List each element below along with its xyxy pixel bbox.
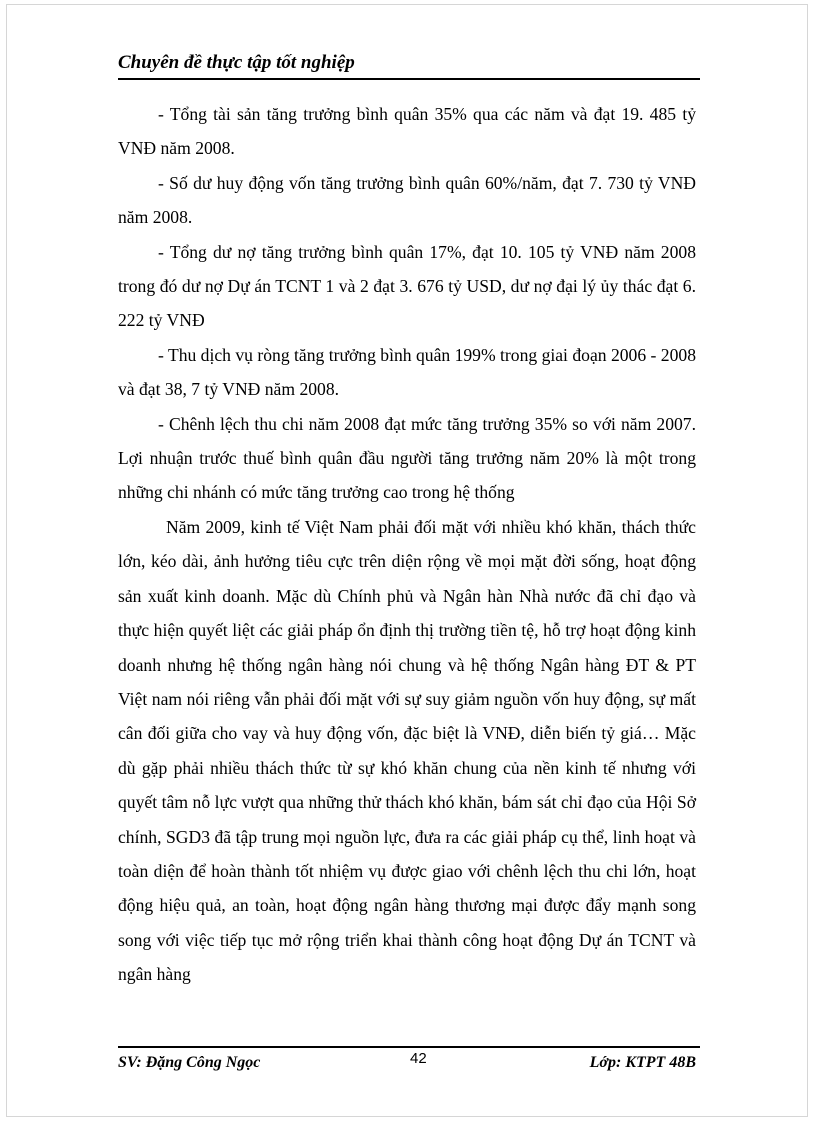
bullet-total-assets: - Tổng tài sản tăng trưởng bình quân 35% qua các năm và đạt 19. 485 tỷ VNĐ năm 2008.	[118, 104, 696, 159]
page-header	[118, 52, 700, 80]
paragraph-2009: Năm 2009, kinh tế Việt Nam phải đối mặt với nhiều khó khăn, thách thức lớn, kéo dài, ảnh hưởng tiêu cực trên diện rộng về mọi mặt đời sống, hoạt động sản xuất kinh doanh. Mặc dù Chính phủ và Ngân hàn Nhà nước đã chỉ đạo và thực hiện quyết liệt các giải pháp ổn định thị trường tiền tệ, hỗ trợ hoạt động kinh doanh nhưng hệ thống ngân hàng nói chung và hệ thống Ngân hàng ĐT & PT Việt nam nói riêng vẫn phải đối mặt với sự suy giảm nguồn vốn huy động, sự mất cân đối giữa cho vay và huy động vốn, đặc biệt là VNĐ, diễn biến tỷ giá… Mặc dù gặp phải nhiều thách thức từ sự khó khăn chung của nền kinh tế nhưng với quyết tâm nỗ lực vượt qua những thử thách khó khăn, bám sát chỉ đạo của Hội Sở chính, SGD3 đã tập trung mọi nguồn lực, đưa ra các giải pháp cụ thể, linh hoạt và toàn diện để hoàn thành tốt nhiệm vụ được giao với chênh lệch thu chi lớn, hoạt động hiệu quả, an toàn, hoạt động ngân hàng thương mại được đẩy mạnh song song với việc tiếp tục mở rộng triển khai thành công hoạt động Dự án TCNT và ngân hàng	[118, 516, 696, 985]
bullet-total-loans: - Tổng dư nợ tăng trưởng bình quân 17%, đạt 10. 105 tỷ VNĐ năm 2008 trong đó dư nợ Dự án TCNT 1 và 2 đạt 3. 676 tỷ USD, dư nợ đại lý ủy thác đạt 6. 222 tỷ VNĐ	[118, 241, 696, 331]
bullet-income-difference: - Chênh lệch thu chi năm 2008 đạt mức tăng trưởng 35% so với năm 2007. Lợi nhuận trước thuế bình quân đầu người tăng trưởng năm 20% là một trong những chi nhánh có mức tăng trưởng cao trong hệ thống	[118, 413, 696, 503]
footer-class: Lớp: KTPT 48B	[589, 1054, 696, 1071]
page-number: 42	[410, 1050, 427, 1067]
page-footer	[118, 1046, 700, 1076]
bullet-service-income: - Thu dịch vụ ròng tăng trưởng bình quân 199% trong giai đoạn 2006 - 2008 và đạt 38, 7 tỷ VNĐ năm 2008.	[118, 344, 696, 400]
footer-author: SV: Đặng Công Ngọc	[118, 1054, 261, 1071]
header-title: Chuyên đề thực tập tốt nghiệp	[118, 52, 355, 73]
bullet-deposits: - Số dư huy động vốn tăng trưởng bình quân 60%/năm, đạt 7. 730 tỷ VNĐ năm 2008.	[118, 172, 696, 228]
body-text	[118, 97, 696, 992]
